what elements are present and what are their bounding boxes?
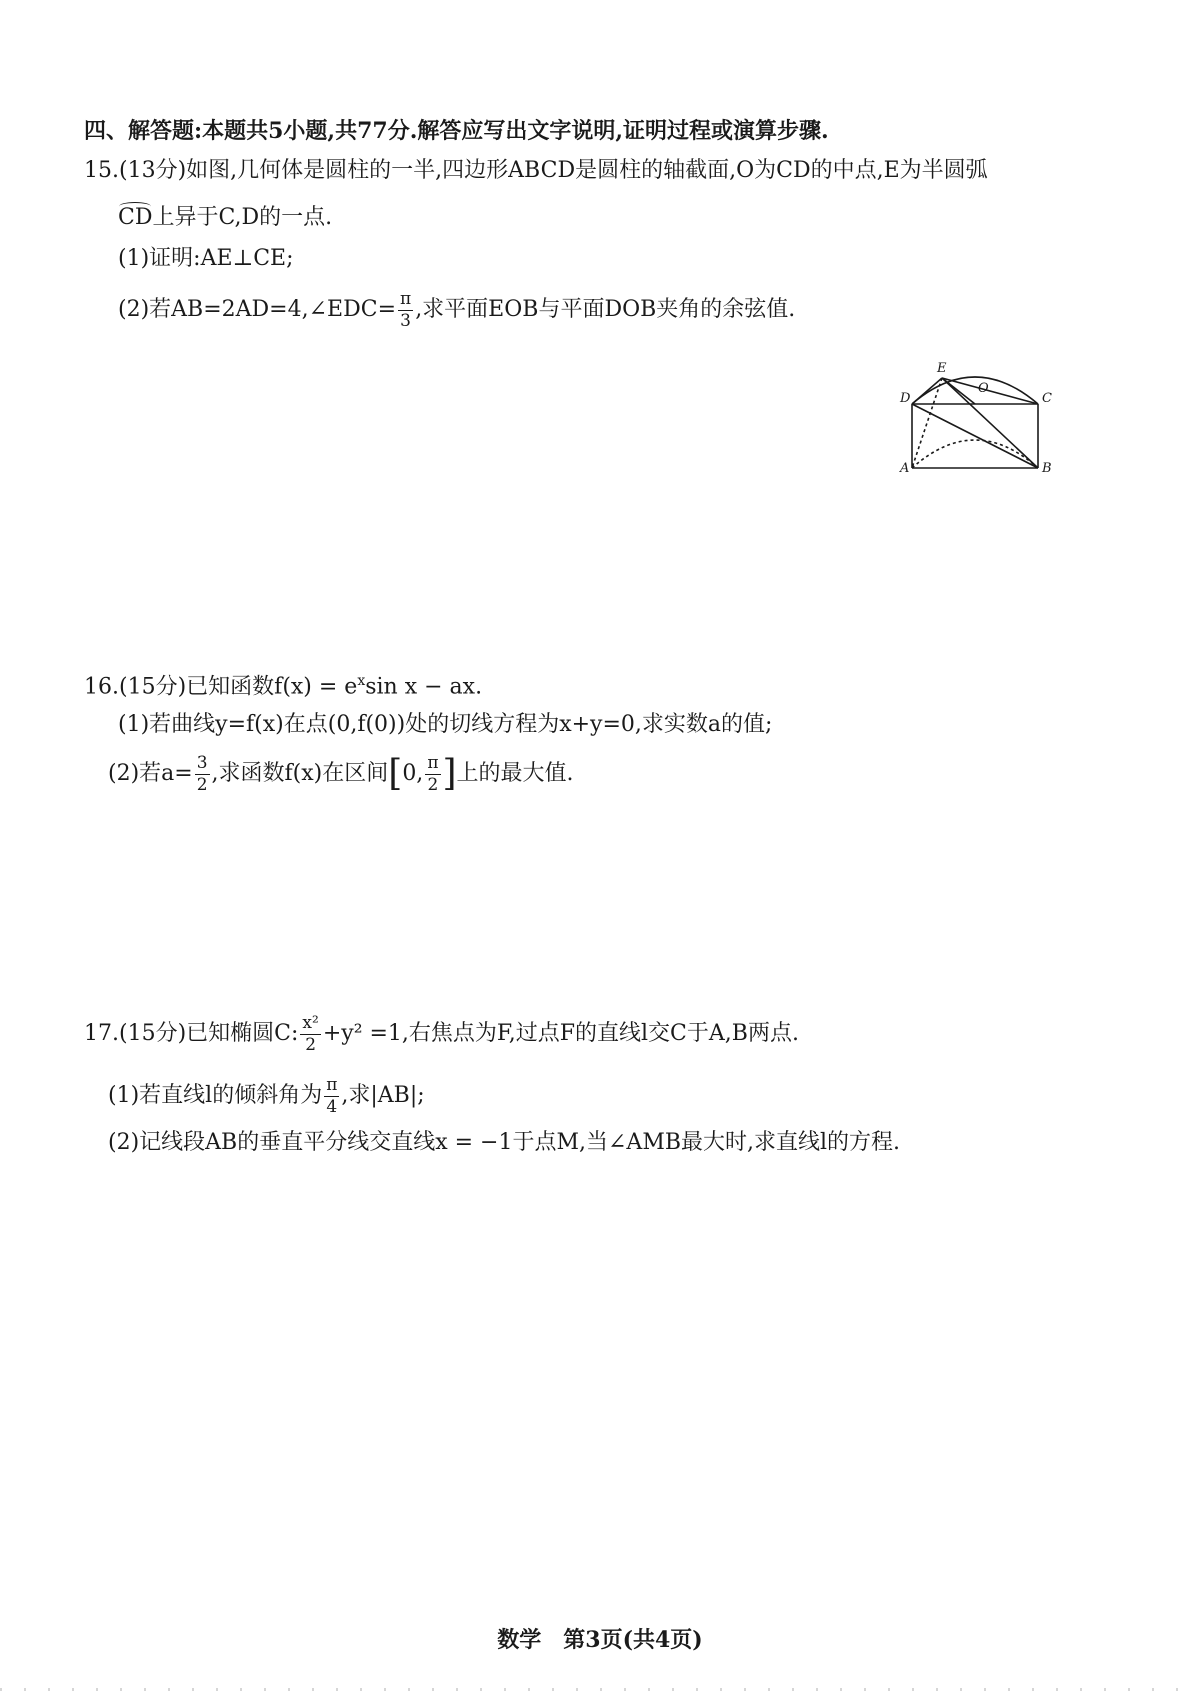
fraction-pi-3: [398, 290, 413, 330]
q15-stem: [84, 160, 988, 182]
bracket-left: [: [388, 753, 403, 795]
q17-score: (15分): [119, 1021, 187, 1047]
frac-den: 2: [305, 1034, 317, 1055]
q16-number: 16.: [84, 674, 119, 700]
q15-part2-text-a: (2)若AB=2AD=4,∠EDC=: [118, 297, 396, 323]
label-c: C: [1042, 391, 1052, 406]
q16-stem: [84, 674, 482, 698]
fraction-3-2: [195, 754, 210, 794]
fraction-x2-2: [300, 1014, 320, 1054]
fraction-pi-2: [425, 754, 440, 794]
q15-part1: (1)证明:AE⊥CE;: [118, 246, 294, 271]
q15-stem-cont: [118, 207, 332, 229]
q16-part2: [108, 754, 574, 794]
frac-num: π: [427, 753, 439, 773]
frac-den: 2: [196, 774, 208, 795]
q15-stem-text-b: 上异于C,D的一点.: [152, 205, 333, 230]
q17-part2: (2)记线段AB的垂直平分线交直线x = −1于点M,当∠AMB最大时,求直线l的方程.: [108, 1130, 901, 1155]
q17-number: 17.: [84, 1021, 119, 1047]
q15-part2-text-b: ,求平面EOB与平面DOB夹角的余弦值.: [415, 297, 796, 323]
label-a: A: [900, 461, 910, 476]
label-b: B: [1042, 461, 1052, 476]
q15-score: (13分): [119, 158, 187, 183]
q17-stem: [84, 1014, 799, 1054]
q15-part2: [118, 290, 795, 330]
semicircle-arc-cd: [912, 377, 1038, 404]
q15-number: 15.: [84, 158, 119, 183]
q16-score: (15分): [119, 674, 187, 700]
frac-num: x²: [302, 1013, 319, 1033]
q17-part1: [108, 1076, 425, 1116]
frac-num: π: [400, 289, 412, 309]
page-footer: 数学 第3页(共4页): [497, 1627, 703, 1653]
q17-part1-text-a: (1)若直线l的倾斜角为: [108, 1083, 323, 1109]
bracket-right: ]: [442, 753, 457, 795]
half-cylinder-figure: [900, 361, 1052, 482]
q16-stem-text-b: sin x − ax.: [365, 674, 483, 700]
label-d: D: [900, 391, 911, 406]
q17-stem-text-a: 已知椭圆C:: [186, 1021, 299, 1047]
interval-left: 0,: [402, 761, 424, 787]
q16-part2-text-b: ,求函数f(x)在区间: [211, 761, 389, 787]
q17-part1-text-b: ,求|AB|;: [341, 1083, 425, 1109]
q16-part1: (1)若曲线y=f(x)在点(0,f(0))处的切线方程为x+y=0,求实数a的值;: [118, 712, 773, 737]
frac-num: 3: [196, 753, 208, 773]
scan-edge-dots: [0, 1688, 1200, 1691]
q16-stem-text-a: 已知函数f(x) = e: [186, 674, 358, 700]
q15-stem-text: 如图,几何体是圆柱的一半,四边形ABCD是圆柱的轴截面,O为CD的中点,E为半圆弧: [186, 158, 988, 183]
q17-stem-text-b: +y² =1,右焦点为F,过点F的直线l交C于A,B两点.: [322, 1021, 799, 1047]
label-e: E: [937, 361, 947, 376]
frac-den: 4: [326, 1096, 338, 1117]
fraction-pi-4: [324, 1076, 339, 1116]
label-o: O: [978, 381, 989, 396]
q16-exponent: x: [357, 673, 366, 689]
frac-den: 2: [427, 774, 439, 795]
dashed-bottom-arc: [912, 440, 1038, 468]
frac-num: π: [326, 1075, 338, 1095]
q16-part2-text-a: (2)若a=: [108, 761, 193, 787]
section-header: 四、解答题:本题共5小题,共77分.解答应写出文字说明,证明过程或演算步骤.: [84, 118, 829, 144]
q16-part2-text-c: 上的最大值.: [456, 761, 574, 787]
arc-cd: CD: [118, 205, 153, 230]
frac-den: 3: [400, 310, 411, 331]
